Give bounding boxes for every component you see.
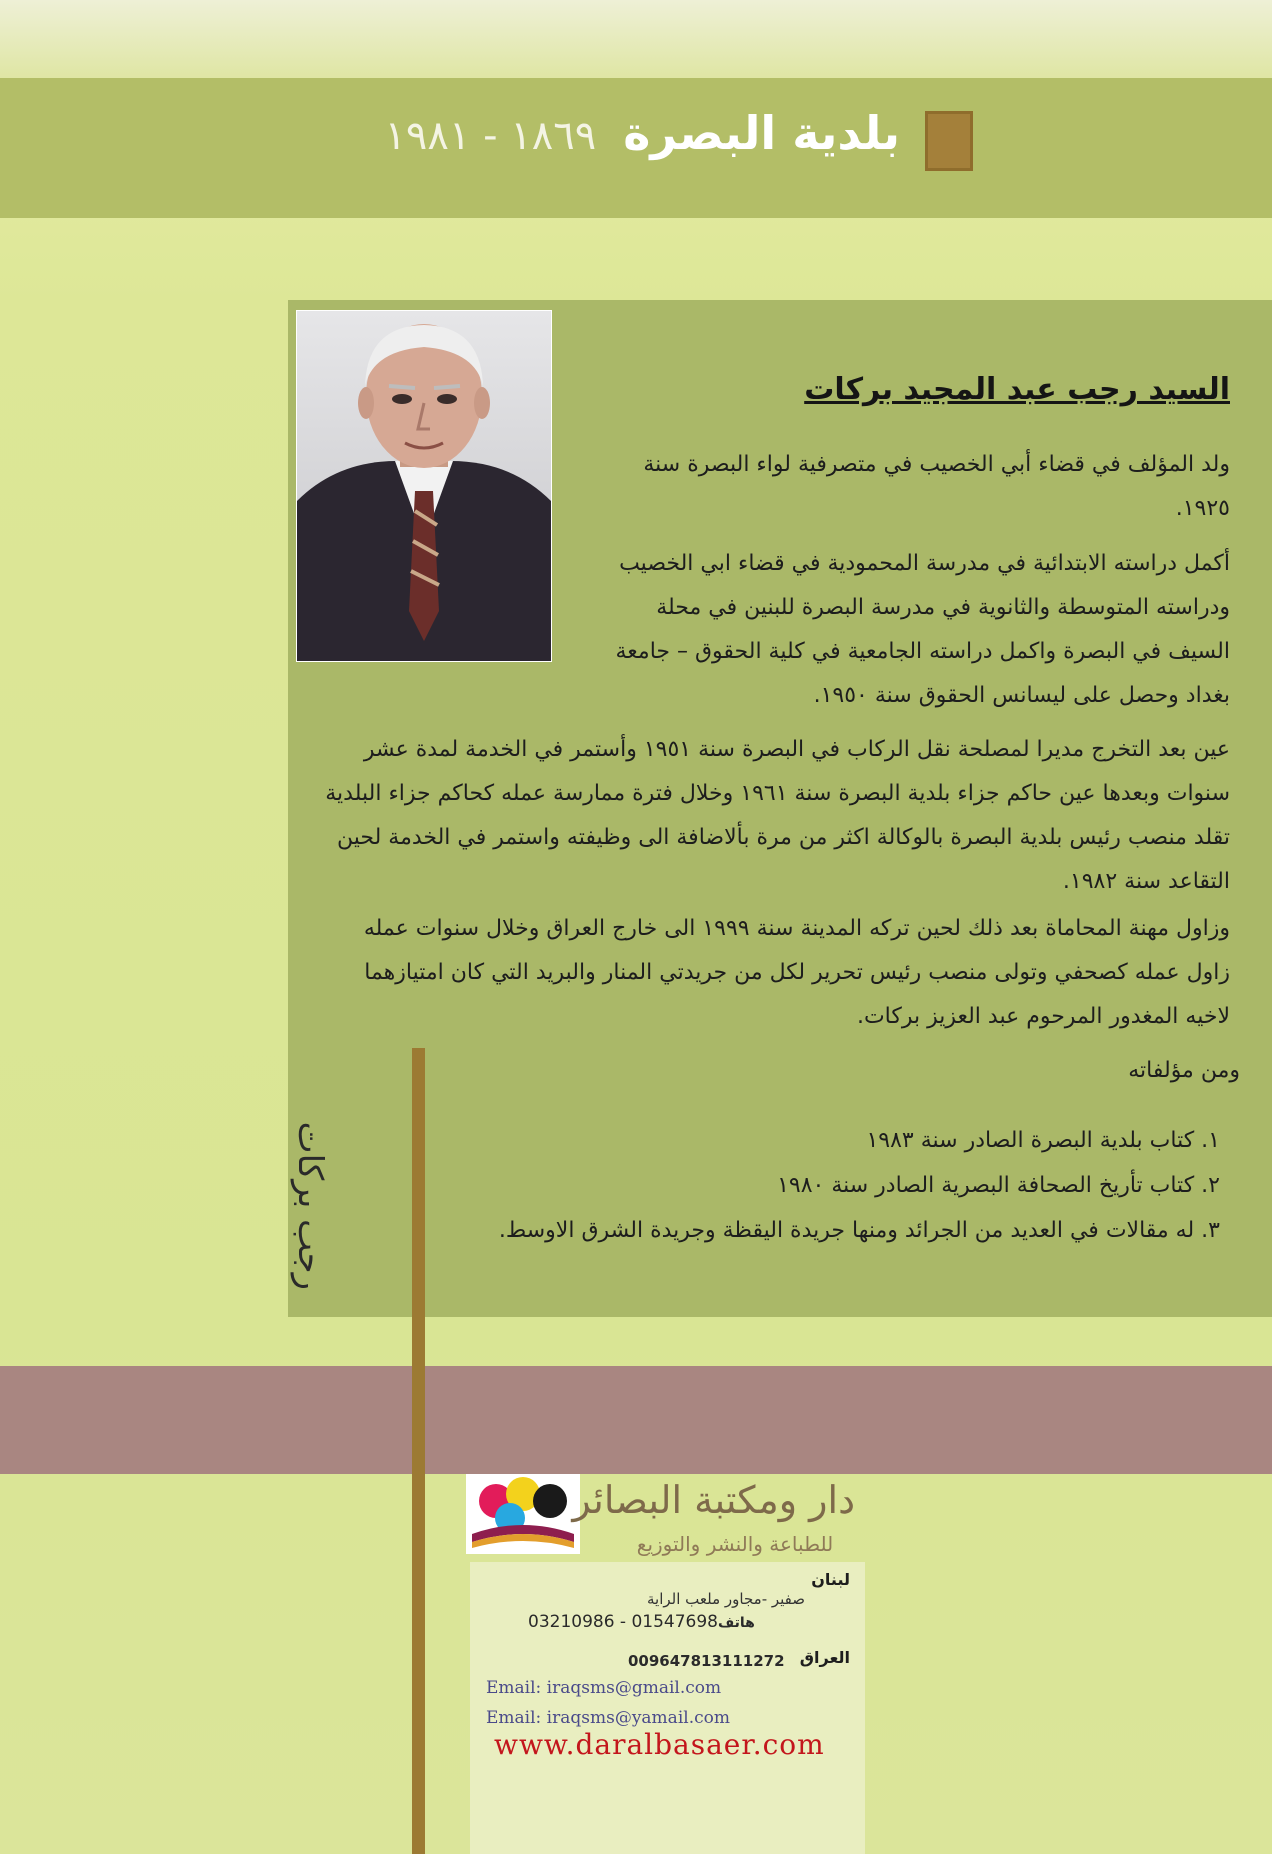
author-name: السيد رجب عبد المجيد بركات xyxy=(804,372,1230,407)
lebanon-phone-numbers: 03210986 - 01547698 xyxy=(528,1612,718,1632)
works-item: ٢. كتاب تأريخ الصحافة البصرية الصادر سنة ١٩٨٠ xyxy=(777,1173,1220,1198)
bio-paragraph-career: عين بعد التخرج مديرا لمصلحة نقل الركاب في البصرة سنة ١٩٥١ وأستمر في الخدمة لمدة عشر سنوات وبعدها عين حاكم جزاء بلدية البصرة سنة ١٩٦١ وخلال فترة ممارسة عمله كحاكم جزاء البلدية تقلد منصب رئيس بلدية البصرة بالوكالة اكثر من مرة بألاضافة الى وظيفته واستمر في الخدمة لحين التقاعد سنة ١٩٨٢. xyxy=(325,737,1230,894)
top-strip xyxy=(0,0,1272,78)
works-item: ١. كتاب بلدية البصرة الصادر سنة ١٩٨٣ xyxy=(866,1128,1220,1153)
lebanon-phone xyxy=(528,1612,828,1632)
author-photo xyxy=(296,310,552,662)
book-title xyxy=(300,106,900,176)
lebanon-label: لبنان xyxy=(811,1570,850,1589)
email-yamail[interactable]: Email: iraqsms@yamail.com xyxy=(486,1708,730,1728)
lebanon-phone-label: هاتف xyxy=(718,1615,755,1631)
mauve-band xyxy=(0,1366,1272,1474)
works-list xyxy=(480,1118,1220,1253)
vertical-accent-bar xyxy=(412,1048,425,1854)
book-title-years: ١٨٦٩ - ١٩٨١ xyxy=(384,113,597,159)
publisher-subtitle: للطباعة والنشر والتوزيع xyxy=(636,1532,834,1556)
vertical-author-name: رجب بركات xyxy=(290,1121,330,1290)
website-link[interactable]: www.daralbasaer.com xyxy=(494,1728,825,1761)
bio-paragraph-birth: ولد المؤلف في قضاء أبي الخصيب في متصرفية لواء البصرة سنة ١٩٢٥. xyxy=(643,452,1230,521)
lebanon-address: صفير -مجاور ملعب الراية xyxy=(647,1590,805,1608)
works-item: ٣. له مقالات في العديد من الجرائد ومنها جريدة اليقظة وجريدة الشرق الاوسط. xyxy=(498,1218,1220,1243)
iraq-phone: 009647813111272 xyxy=(628,1652,785,1670)
iraq-label: العراق xyxy=(799,1648,850,1667)
title-bullet-square xyxy=(925,111,973,171)
publisher-logo-icon xyxy=(466,1474,580,1554)
book-title-main: بلدية البصرة xyxy=(623,106,900,160)
works-heading: ومن مؤلفاته xyxy=(1128,1058,1240,1083)
bio-paragraph-education: أكمل دراسته الابتدائية في مدرسة المحمودية في قضاء ابي الخصيب ودراسته المتوسطة والثانوية في مدرسة البصرة للبنين في محلة السيف في البصرة واكمل دراسته الجامعية في كلية الحقوق – جامعة بغداد وحصل على ليسانس الحقوق سنة ١٩٥٠. xyxy=(615,551,1230,708)
publisher-name: دار ومكتبة البصائر xyxy=(572,1478,855,1522)
bio-paragraph-journalism: وزاول مهنة المحاماة بعد ذلك لحين تركه المدينة سنة ١٩٩٩ الى خارج العراق وخلال سنوات عمله زاول عمله كصحفي وتولى منصب رئيس تحرير لكل من جريدتي المنار والبريد التي كان امتيازهما لاخيه المغدور المرحوم عبد العزيز بركات. xyxy=(363,916,1230,1029)
email-gmail[interactable]: Email: iraqsms@gmail.com xyxy=(486,1678,722,1698)
